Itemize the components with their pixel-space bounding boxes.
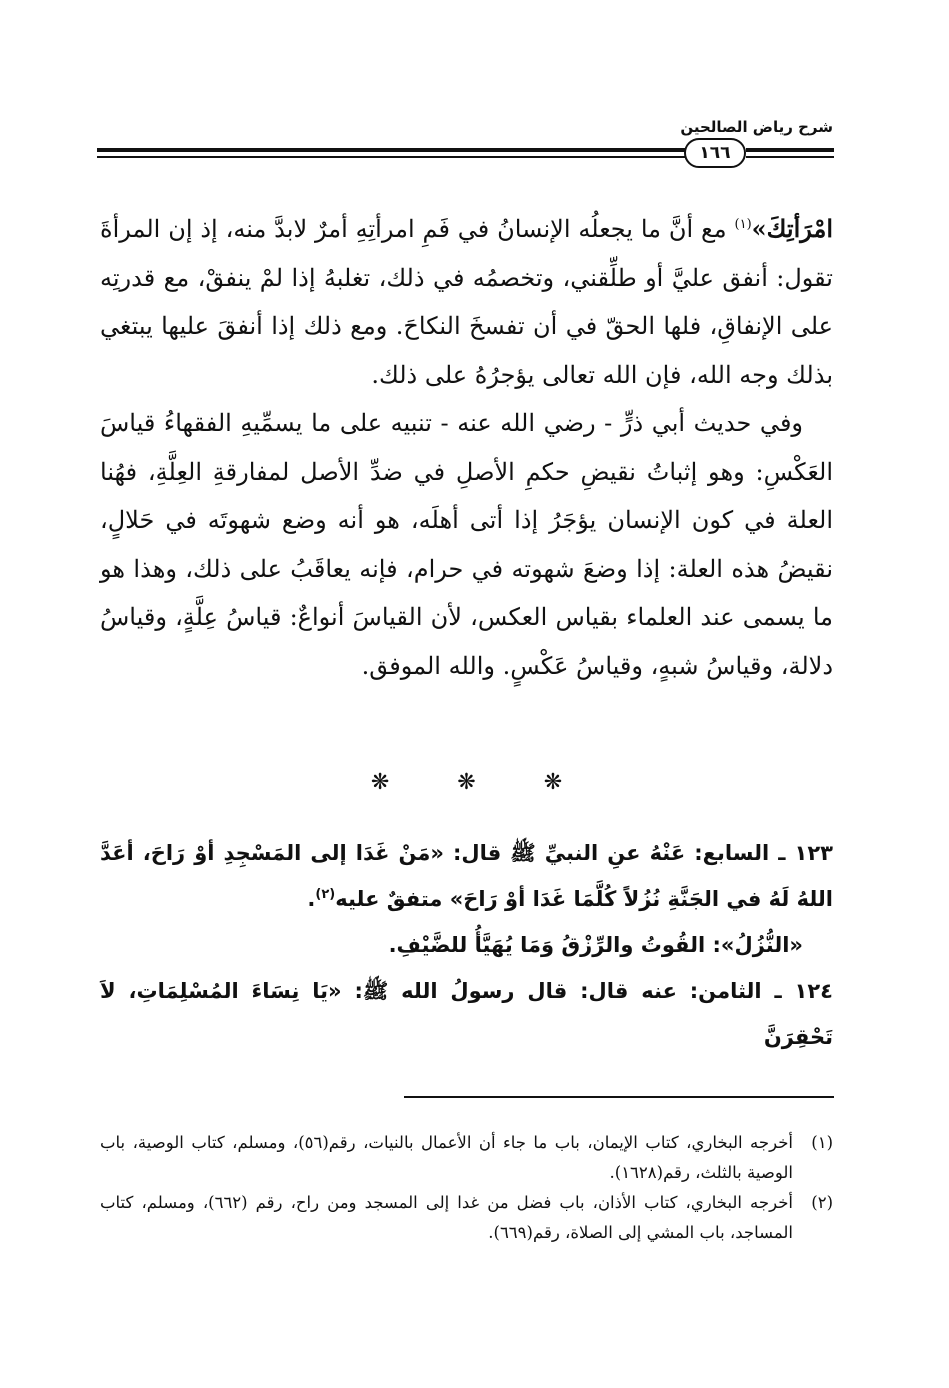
- header-rule-thin-left: [97, 156, 685, 158]
- hadith-123-end: .: [307, 887, 316, 911]
- hadith-123-gloss: «النُّزُلُ»: القُوتُ والرِّزْقُ وَمَا يُهَيَّأُ للضَّيْفِ.: [388, 933, 803, 957]
- separator-star-icon: ❋: [543, 770, 563, 795]
- footnotes: [100, 1128, 833, 1248]
- hadith-124: ١٢٤ ـ الثامن: عنه قال: قال رسولُ الله ﷺ: «يَا نِسَاءَ المُسْلِمَاتِ، لاَ تَحْقِرَنَّ: [100, 979, 833, 1049]
- footnote-divider: [404, 1096, 834, 1098]
- hadith-123: [100, 830, 833, 922]
- footnote-1: [100, 1128, 833, 1188]
- section-separator: [100, 770, 833, 795]
- footnote-1-number: (١): [811, 1133, 833, 1152]
- page-number: ١٦٦: [684, 138, 746, 168]
- separator-star-icon: ❋: [370, 770, 390, 795]
- running-header-title: شرح رياض الصالحين: [680, 118, 833, 136]
- main-text: [100, 205, 833, 690]
- footnote-2-number: (٢): [811, 1193, 833, 1212]
- paragraph-1-text: مع أنَّ ما يجعلُه الإنسانُ في فَمِ امرأتِهِ أمرٌ لابدَّ منه، إذ إن المرأةَ تقول: أنفق عليَّ أو طلِّقني، وتخصمُه في ذلك، تغلبهُ إذا لمْ ينفقْ، مع قدرتِه على الإنفاقِ، فلها الحقّ في أن تفسخَ النكاحَ. ومع ذلك إذا أنفقَ عليها يبتغي بذلك وجه الله، فإن الله تعالى يؤجرُهُ على ذلك.: [100, 215, 833, 389]
- separator-star-icon: ❋: [457, 770, 476, 795]
- paragraph-1-lead: امْرَأتِكَ»: [751, 214, 833, 243]
- hadith-123-text: ١٢٣ ـ السابع: عَنْهُ عنِ النبيِّ ﷺ قال: «مَنْ غَدَا إلى المَسْجِدِ أوْ رَاحَ، أعَدَّ اللهُ لَهُ في الجَنَّةِ نُزُلاً كُلَّمَا غَدَا أوْ رَاحَ» متفقٌ عليه: [100, 841, 833, 911]
- footnote-1-text: أخرجه البخاري، كتاب الإيمان، باب ما جاء أن الأعمال بالنيات، رقم(٥٦)، ومسلم، كتاب الوصية، باب الوصية بالثلث، رقم(١٦٢٨).: [100, 1133, 793, 1182]
- header-rule-thick-left: [97, 148, 685, 152]
- footnote-ref-1: (١): [734, 217, 752, 232]
- header-rule-thick-right: [746, 148, 834, 152]
- footnote-2: [100, 1188, 833, 1248]
- footnote-ref-2: (٢): [315, 887, 336, 902]
- footnote-2-text: أخرجه البخاري، كتاب الأذان، باب فضل من غدا إلى المسجد ومن راح، رقم (٦٦٢)، ومسلم، كتاب المساجد، باب المشي إلى الصلاة، رقم(٦٦٩).: [100, 1193, 793, 1242]
- paragraph-2: وفي حديث أبي ذرٍّ - رضي الله عنه - تنبيه على ما يسمِّيهِ الفقهاءُ قياسَ العَكْسِ: وهو إثباتُ نقيضِ حكمِ الأصلِ في ضدِّ الأصل لمفارقةِ العِلَّةِ، فهُنا العلة في كون الإنسان يؤجَرُ إذا أتى أهلَه، هو أنه وضع شهوتَه في حَلالٍ، نقيضُ هذه العلة: إذا وضعَ شهوته في حرام، فإنه يعاقَبُ على ذلك، وهذا هو ما يسمى عند العلماء بقياس العكس، لأن القياسَ أنواعٌ: قياسُ عِلَّةٍ، وقياسُ دلالة، وقياسُ شبهٍ، وقياسُ عَكْسٍ. والله الموفق.: [100, 409, 833, 680]
- header-rule-thin-right: [746, 156, 834, 158]
- paragraph-1: [100, 205, 833, 399]
- hadith-section: [100, 830, 833, 1060]
